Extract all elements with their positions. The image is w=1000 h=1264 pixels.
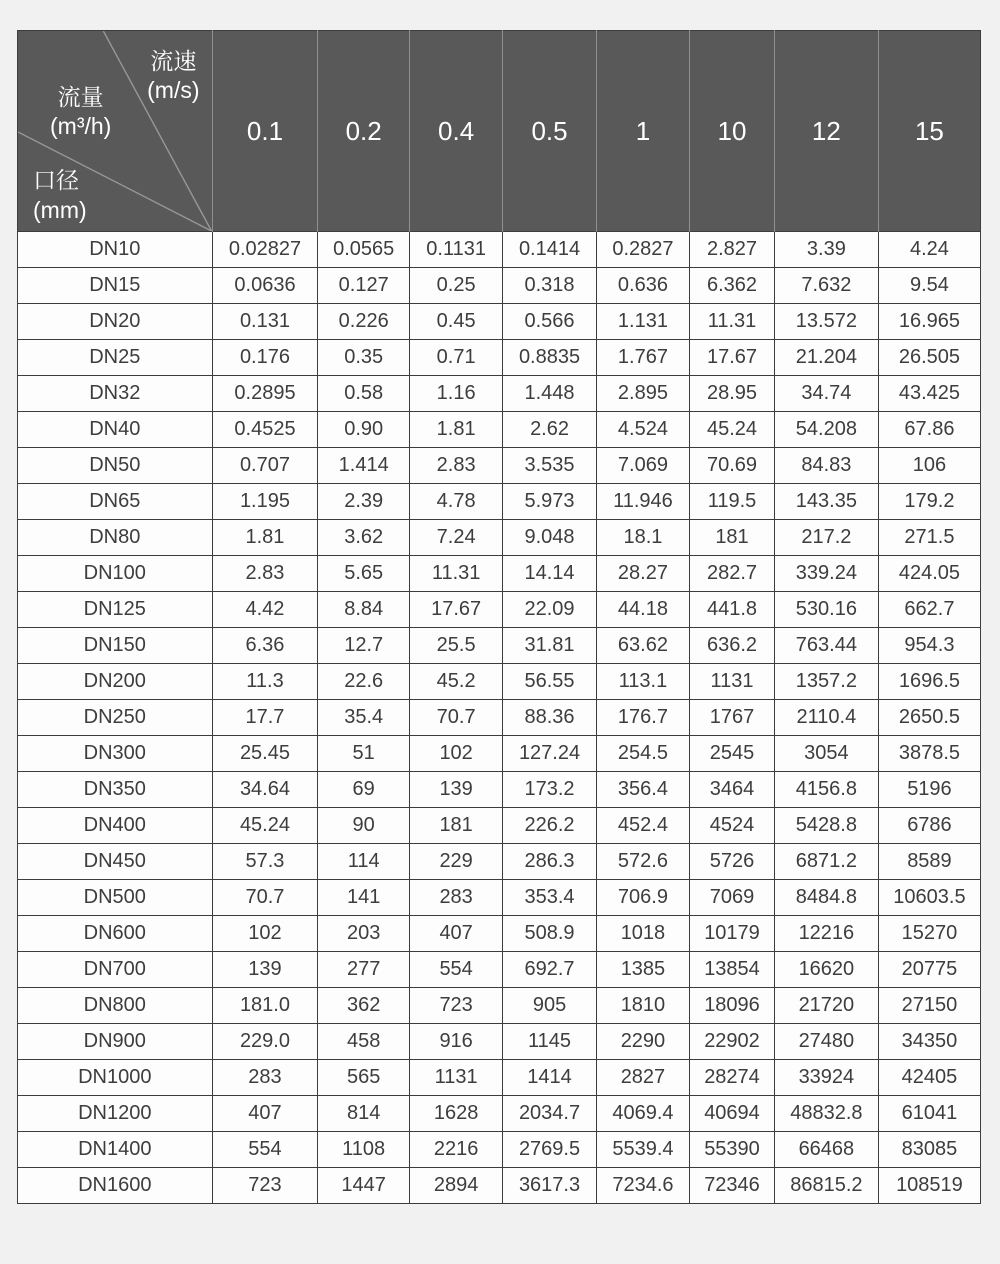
flow-value-cell: 34350 — [878, 1024, 980, 1060]
table-row — [18, 772, 981, 808]
flow-value-cell: 102 — [409, 736, 502, 772]
flow-rate-table-container — [17, 30, 981, 1204]
flow-rate-reference-table — [17, 30, 981, 1204]
flow-value-cell: 6.362 — [690, 268, 775, 304]
table-row — [18, 664, 981, 700]
flow-value-cell: 5539.4 — [596, 1132, 689, 1168]
flow-value-cell: 4.524 — [596, 412, 689, 448]
flow-value-cell: 441.8 — [690, 592, 775, 628]
table-header — [18, 31, 981, 232]
dn-label-cell: DN32 — [18, 376, 213, 412]
flow-value-cell: 2.39 — [318, 484, 409, 520]
velocity-header-cell: 0.5 — [503, 31, 596, 232]
flow-value-cell: 67.86 — [878, 412, 980, 448]
flow-value-cell: 0.2895 — [212, 376, 318, 412]
flow-value-cell: 26.505 — [878, 340, 980, 376]
table-row — [18, 736, 981, 772]
flow-value-cell: 1.414 — [318, 448, 409, 484]
dn-label-cell: DN80 — [18, 520, 213, 556]
flow-value-cell: 114 — [318, 844, 409, 880]
flow-value-cell: 723 — [409, 988, 502, 1024]
velocity-axis-label — [147, 47, 199, 106]
dn-label-cell: DN50 — [18, 448, 213, 484]
flow-value-cell: 106 — [878, 448, 980, 484]
header-row — [18, 31, 981, 232]
flow-value-cell: 554 — [212, 1132, 318, 1168]
table-row — [18, 376, 981, 412]
flow-value-cell: 4524 — [690, 808, 775, 844]
dn-label-cell: DN1400 — [18, 1132, 213, 1168]
flow-value-cell: 18.1 — [596, 520, 689, 556]
flow-value-cell: 0.45 — [409, 304, 502, 340]
flow-value-cell: 4069.4 — [596, 1096, 689, 1132]
flow-value-cell: 25.5 — [409, 628, 502, 664]
table-row — [18, 988, 981, 1024]
flow-value-cell: 6786 — [878, 808, 980, 844]
flow-value-cell: 69 — [318, 772, 409, 808]
flow-value-cell: 119.5 — [690, 484, 775, 520]
flow-value-cell: 40694 — [690, 1096, 775, 1132]
flow-value-cell: 141 — [318, 880, 409, 916]
flow-value-cell: 181.0 — [212, 988, 318, 1024]
table-row — [18, 1060, 981, 1096]
flow-value-cell: 11.946 — [596, 484, 689, 520]
flow-value-cell: 2.827 — [690, 232, 775, 268]
flow-value-cell: 362 — [318, 988, 409, 1024]
flow-value-cell: 424.05 — [878, 556, 980, 592]
flow-value-cell: 1767 — [690, 700, 775, 736]
flow-value-cell: 3.39 — [774, 232, 878, 268]
flow-value-cell: 8589 — [878, 844, 980, 880]
flow-value-cell: 25.45 — [212, 736, 318, 772]
table-row — [18, 520, 981, 556]
flow-value-cell: 14.14 — [503, 556, 596, 592]
table-row — [18, 304, 981, 340]
flow-value-cell: 108519 — [878, 1168, 980, 1204]
flow-value-cell: 0.566 — [503, 304, 596, 340]
flow-value-cell: 217.2 — [774, 520, 878, 556]
flow-value-cell: 72346 — [690, 1168, 775, 1204]
flow-value-cell: 22.09 — [503, 592, 596, 628]
flow-value-cell: 10179 — [690, 916, 775, 952]
dn-label-cell: DN700 — [18, 952, 213, 988]
flow-value-cell: 10603.5 — [878, 880, 980, 916]
dn-label-cell: DN200 — [18, 664, 213, 700]
velocity-header-cell: 0.2 — [318, 31, 409, 232]
flow-value-cell: 4156.8 — [774, 772, 878, 808]
table-row — [18, 556, 981, 592]
flow-value-cell: 31.81 — [503, 628, 596, 664]
flow-value-cell: 229.0 — [212, 1024, 318, 1060]
flow-value-cell: 17.7 — [212, 700, 318, 736]
flow-value-cell: 44.18 — [596, 592, 689, 628]
flow-value-cell: 16.965 — [878, 304, 980, 340]
dn-label-cell: DN350 — [18, 772, 213, 808]
flow-value-cell: 2.62 — [503, 412, 596, 448]
flow-value-cell: 2545 — [690, 736, 775, 772]
flow-value-cell: 1628 — [409, 1096, 502, 1132]
flow-value-cell: 139 — [212, 952, 318, 988]
flow-value-cell: 181 — [690, 520, 775, 556]
dn-label-cell: DN125 — [18, 592, 213, 628]
flow-value-cell: 0.2827 — [596, 232, 689, 268]
flow-value-cell: 13854 — [690, 952, 775, 988]
flow-value-cell: 0.35 — [318, 340, 409, 376]
flow-value-cell: 706.9 — [596, 880, 689, 916]
flow-value-cell: 572.6 — [596, 844, 689, 880]
flow-value-cell: 0.127 — [318, 268, 409, 304]
flow-value-cell: 5.973 — [503, 484, 596, 520]
dn-label-cell: DN1600 — [18, 1168, 213, 1204]
table-row — [18, 916, 981, 952]
flow-value-cell: 6871.2 — [774, 844, 878, 880]
flow-value-cell: 176.7 — [596, 700, 689, 736]
flow-value-cell: 229 — [409, 844, 502, 880]
flow-value-cell: 2110.4 — [774, 700, 878, 736]
flow-value-cell: 0.0636 — [212, 268, 318, 304]
flow-value-cell: 2.83 — [212, 556, 318, 592]
table-row — [18, 268, 981, 304]
dn-label-cell: DN10 — [18, 232, 213, 268]
diameter-unit: (mm) — [33, 196, 87, 223]
flow-value-cell: 0.8835 — [503, 340, 596, 376]
flow-value-cell: 9.048 — [503, 520, 596, 556]
velocity-unit: (m/s) — [147, 77, 200, 104]
table-row — [18, 448, 981, 484]
flow-value-cell: 22902 — [690, 1024, 775, 1060]
flow-value-cell: 1018 — [596, 916, 689, 952]
flow-value-cell: 8484.8 — [774, 880, 878, 916]
flow-value-cell: 0.131 — [212, 304, 318, 340]
flow-value-cell: 7234.6 — [596, 1168, 689, 1204]
table-row — [18, 412, 981, 448]
flow-value-cell: 1810 — [596, 988, 689, 1024]
flow-value-cell: 1.131 — [596, 304, 689, 340]
flow-value-cell: 143.35 — [774, 484, 878, 520]
flow-value-cell: 7.632 — [774, 268, 878, 304]
flow-value-cell: 2650.5 — [878, 700, 980, 736]
flow-value-cell: 20775 — [878, 952, 980, 988]
dn-label-cell: DN300 — [18, 736, 213, 772]
table-row — [18, 484, 981, 520]
flow-value-cell: 45.24 — [212, 808, 318, 844]
table-row — [18, 808, 981, 844]
flow-value-cell: 70.7 — [409, 700, 502, 736]
flow-value-cell: 15270 — [878, 916, 980, 952]
flow-value-cell: 905 — [503, 988, 596, 1024]
flow-value-cell: 45.24 — [690, 412, 775, 448]
flow-value-cell: 1696.5 — [878, 664, 980, 700]
flow-value-cell: 55390 — [690, 1132, 775, 1168]
flow-value-cell: 11.3 — [212, 664, 318, 700]
flow-value-cell: 0.4525 — [212, 412, 318, 448]
flow-value-cell: 1108 — [318, 1132, 409, 1168]
diameter-axis-label — [33, 166, 87, 225]
flow-value-cell: 254.5 — [596, 736, 689, 772]
dn-label-cell: DN500 — [18, 880, 213, 916]
flow-value-cell: 203 — [318, 916, 409, 952]
flow-value-cell: 1.448 — [503, 376, 596, 412]
flow-unit: (m³/h) — [50, 113, 112, 140]
table-row — [18, 1132, 981, 1168]
flow-value-cell: 723 — [212, 1168, 318, 1204]
flow-value-cell: 0.318 — [503, 268, 596, 304]
dn-label-cell: DN450 — [18, 844, 213, 880]
dn-label-cell: DN600 — [18, 916, 213, 952]
table-row — [18, 952, 981, 988]
dn-label-cell: DN65 — [18, 484, 213, 520]
flow-value-cell: 173.2 — [503, 772, 596, 808]
flow-value-cell: 339.24 — [774, 556, 878, 592]
flow-value-cell: 283 — [409, 880, 502, 916]
dn-label-cell: DN100 — [18, 556, 213, 592]
flow-value-cell: 51 — [318, 736, 409, 772]
flow-value-cell: 113.1 — [596, 664, 689, 700]
flow-value-cell: 0.71 — [409, 340, 502, 376]
dn-label-cell: DN900 — [18, 1024, 213, 1060]
table-row — [18, 628, 981, 664]
flow-value-cell: 6.36 — [212, 628, 318, 664]
flow-value-cell: 16620 — [774, 952, 878, 988]
flow-value-cell: 1.81 — [212, 520, 318, 556]
flow-value-cell: 2216 — [409, 1132, 502, 1168]
flow-value-cell: 283 — [212, 1060, 318, 1096]
flow-value-cell: 127.24 — [503, 736, 596, 772]
flow-value-cell: 1.767 — [596, 340, 689, 376]
flow-value-cell: 1131 — [690, 664, 775, 700]
flow-value-cell: 3617.3 — [503, 1168, 596, 1204]
flow-value-cell: 271.5 — [878, 520, 980, 556]
flow-value-cell: 4.42 — [212, 592, 318, 628]
flow-value-cell: 277 — [318, 952, 409, 988]
flow-value-cell: 90 — [318, 808, 409, 844]
dn-label-cell: DN15 — [18, 268, 213, 304]
flow-value-cell: 34.74 — [774, 376, 878, 412]
flow-value-cell: 916 — [409, 1024, 502, 1060]
flow-value-cell: 508.9 — [503, 916, 596, 952]
flow-value-cell: 66468 — [774, 1132, 878, 1168]
flow-value-cell: 70.69 — [690, 448, 775, 484]
flow-value-cell: 34.64 — [212, 772, 318, 808]
flow-value-cell: 554 — [409, 952, 502, 988]
flow-value-cell: 530.16 — [774, 592, 878, 628]
flow-value-cell: 7.24 — [409, 520, 502, 556]
flow-value-cell: 13.572 — [774, 304, 878, 340]
flow-value-cell: 814 — [318, 1096, 409, 1132]
flow-label: 流量 — [57, 84, 104, 110]
flow-value-cell: 181 — [409, 808, 502, 844]
table-row — [18, 1096, 981, 1132]
flow-value-cell: 0.1414 — [503, 232, 596, 268]
flow-value-cell: 84.83 — [774, 448, 878, 484]
flow-value-cell: 0.02827 — [212, 232, 318, 268]
flow-value-cell: 179.2 — [878, 484, 980, 520]
flow-value-cell: 1131 — [409, 1060, 502, 1096]
flow-value-cell: 11.31 — [409, 556, 502, 592]
flow-value-cell: 226.2 — [503, 808, 596, 844]
flow-value-cell: 0.0565 — [318, 232, 409, 268]
flow-value-cell: 9.54 — [878, 268, 980, 304]
flow-value-cell: 407 — [212, 1096, 318, 1132]
flow-value-cell: 452.4 — [596, 808, 689, 844]
flow-value-cell: 102 — [212, 916, 318, 952]
dn-label-cell: DN40 — [18, 412, 213, 448]
flow-value-cell: 3054 — [774, 736, 878, 772]
flow-value-cell: 88.36 — [503, 700, 596, 736]
flow-value-cell: 2034.7 — [503, 1096, 596, 1132]
flow-value-cell: 4.24 — [878, 232, 980, 268]
flow-value-cell: 63.62 — [596, 628, 689, 664]
flow-value-cell: 2290 — [596, 1024, 689, 1060]
flow-value-cell: 0.90 — [318, 412, 409, 448]
table-body — [18, 232, 981, 1204]
flow-value-cell: 8.84 — [318, 592, 409, 628]
flow-value-cell: 12.7 — [318, 628, 409, 664]
flow-value-cell: 2769.5 — [503, 1132, 596, 1168]
table-row — [18, 700, 981, 736]
flow-value-cell: 5428.8 — [774, 808, 878, 844]
flow-value-cell: 407 — [409, 916, 502, 952]
flow-value-cell: 45.2 — [409, 664, 502, 700]
table-row — [18, 232, 981, 268]
dn-label-cell: DN250 — [18, 700, 213, 736]
velocity-header-cell: 1 — [596, 31, 689, 232]
flow-value-cell: 22.6 — [318, 664, 409, 700]
flow-value-cell: 11.31 — [690, 304, 775, 340]
flow-value-cell: 7.069 — [596, 448, 689, 484]
flow-value-cell: 33924 — [774, 1060, 878, 1096]
flow-value-cell: 28.27 — [596, 556, 689, 592]
flow-value-cell: 3.535 — [503, 448, 596, 484]
velocity-header-cell: 0.4 — [409, 31, 502, 232]
table-row — [18, 880, 981, 916]
flow-value-cell: 662.7 — [878, 592, 980, 628]
flow-value-cell: 27480 — [774, 1024, 878, 1060]
flow-value-cell: 692.7 — [503, 952, 596, 988]
velocity-header-cell: 12 — [774, 31, 878, 232]
flow-value-cell: 3464 — [690, 772, 775, 808]
table-row — [18, 1024, 981, 1060]
dn-label-cell: DN400 — [18, 808, 213, 844]
flow-value-cell: 0.707 — [212, 448, 318, 484]
flow-value-cell: 48832.8 — [774, 1096, 878, 1132]
flow-value-cell: 57.3 — [212, 844, 318, 880]
dn-label-cell: DN25 — [18, 340, 213, 376]
flow-value-cell: 954.3 — [878, 628, 980, 664]
flow-value-cell: 21720 — [774, 988, 878, 1024]
velocity-header-cell: 10 — [690, 31, 775, 232]
flow-value-cell: 1145 — [503, 1024, 596, 1060]
flow-value-cell: 27150 — [878, 988, 980, 1024]
flow-value-cell: 56.55 — [503, 664, 596, 700]
flow-value-cell: 636.2 — [690, 628, 775, 664]
flow-value-cell: 1.16 — [409, 376, 502, 412]
flow-value-cell: 0.58 — [318, 376, 409, 412]
flow-value-cell: 86815.2 — [774, 1168, 878, 1204]
flow-value-cell: 12216 — [774, 916, 878, 952]
flow-value-cell: 83085 — [878, 1132, 980, 1168]
flow-value-cell: 0.25 — [409, 268, 502, 304]
flow-value-cell: 28.95 — [690, 376, 775, 412]
corner-header-cell — [18, 31, 213, 232]
flow-value-cell: 356.4 — [596, 772, 689, 808]
flow-value-cell: 286.3 — [503, 844, 596, 880]
flow-value-cell: 4.78 — [409, 484, 502, 520]
flow-value-cell: 353.4 — [503, 880, 596, 916]
flow-value-cell: 35.4 — [318, 700, 409, 736]
table-row — [18, 1168, 981, 1204]
flow-axis-label — [50, 83, 111, 142]
flow-value-cell: 61041 — [878, 1096, 980, 1132]
flow-value-cell: 70.7 — [212, 880, 318, 916]
flow-value-cell: 2827 — [596, 1060, 689, 1096]
flow-value-cell: 0.226 — [318, 304, 409, 340]
flow-value-cell: 0.636 — [596, 268, 689, 304]
flow-value-cell: 5196 — [878, 772, 980, 808]
dn-label-cell: DN20 — [18, 304, 213, 340]
flow-value-cell: 17.67 — [409, 592, 502, 628]
flow-value-cell: 2.895 — [596, 376, 689, 412]
flow-value-cell: 763.44 — [774, 628, 878, 664]
dn-label-cell: DN800 — [18, 988, 213, 1024]
flow-value-cell: 0.1131 — [409, 232, 502, 268]
flow-value-cell: 17.67 — [690, 340, 775, 376]
flow-value-cell: 3878.5 — [878, 736, 980, 772]
velocity-header-cell: 0.1 — [212, 31, 318, 232]
flow-value-cell: 1.81 — [409, 412, 502, 448]
velocity-label: 流速 — [150, 48, 197, 74]
flow-value-cell: 0.176 — [212, 340, 318, 376]
flow-value-cell: 5.65 — [318, 556, 409, 592]
flow-value-cell: 43.425 — [878, 376, 980, 412]
diameter-label: 口径 — [33, 167, 79, 194]
table-row — [18, 844, 981, 880]
table-row — [18, 592, 981, 628]
flow-value-cell: 5726 — [690, 844, 775, 880]
flow-value-cell: 1.195 — [212, 484, 318, 520]
flow-value-cell: 1357.2 — [774, 664, 878, 700]
flow-value-cell: 139 — [409, 772, 502, 808]
flow-value-cell: 565 — [318, 1060, 409, 1096]
flow-value-cell: 18096 — [690, 988, 775, 1024]
flow-value-cell: 1447 — [318, 1168, 409, 1204]
velocity-header-cell: 15 — [878, 31, 980, 232]
flow-value-cell: 458 — [318, 1024, 409, 1060]
flow-value-cell: 54.208 — [774, 412, 878, 448]
flow-value-cell: 1385 — [596, 952, 689, 988]
dn-label-cell: DN150 — [18, 628, 213, 664]
flow-value-cell: 28274 — [690, 1060, 775, 1096]
flow-value-cell: 2894 — [409, 1168, 502, 1204]
flow-value-cell: 282.7 — [690, 556, 775, 592]
flow-value-cell: 7069 — [690, 880, 775, 916]
flow-value-cell: 21.204 — [774, 340, 878, 376]
flow-value-cell: 1414 — [503, 1060, 596, 1096]
dn-label-cell: DN1000 — [18, 1060, 213, 1096]
flow-value-cell: 42405 — [878, 1060, 980, 1096]
flow-value-cell: 2.83 — [409, 448, 502, 484]
dn-label-cell: DN1200 — [18, 1096, 213, 1132]
flow-value-cell: 3.62 — [318, 520, 409, 556]
table-row — [18, 340, 981, 376]
